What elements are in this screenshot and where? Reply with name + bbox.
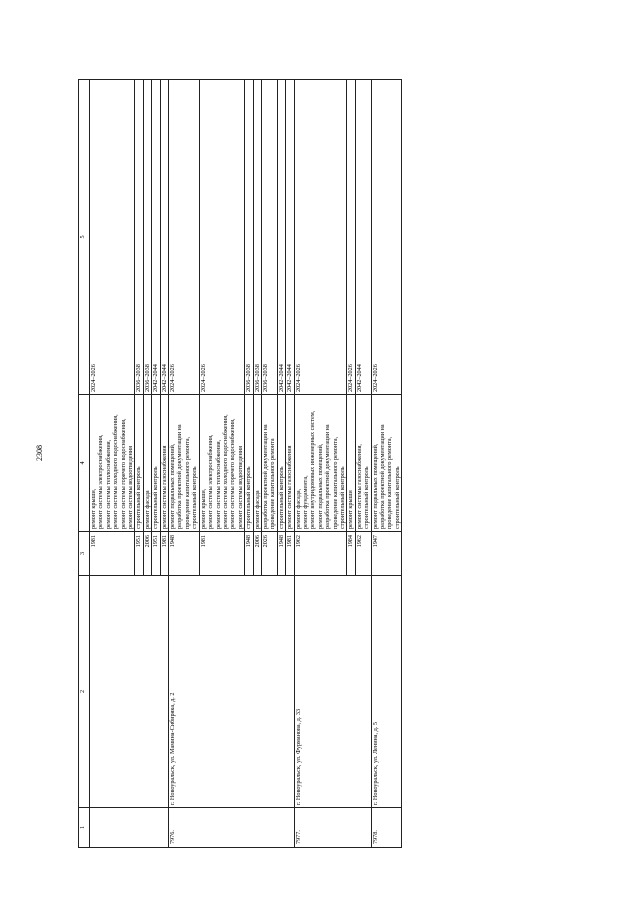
- object-number: [90, 808, 169, 848]
- header-col-3: 3: [79, 532, 90, 576]
- object-address: [90, 576, 169, 808]
- works-cell: [169, 395, 200, 532]
- period-cell: 2024–2026: [294, 80, 347, 395]
- year-cell: 1951: [135, 532, 143, 576]
- year-cell: 2006: [143, 532, 151, 576]
- period-cell: 2024–2026: [169, 80, 200, 395]
- work-item: строительный контроль: [152, 466, 160, 529]
- year-cell: 1981: [286, 532, 294, 576]
- work-item: строительный контроль: [245, 466, 253, 529]
- header-row: [79, 80, 90, 848]
- header-col-2: 2: [79, 576, 90, 808]
- works-cell: [347, 395, 355, 532]
- work-item: ремонт подвальных помещений,: [169, 443, 177, 529]
- work-item: ремонт крыши,: [199, 488, 207, 529]
- year-cell: 2006: [253, 532, 261, 576]
- year-cell: 1948: [277, 532, 285, 576]
- work-item: строительный контроль: [393, 466, 401, 529]
- year-cell: 1981: [160, 532, 168, 576]
- work-item: ремонт фасада: [143, 490, 151, 529]
- work-item: ремонт системы горячего водоснабжения,: [119, 418, 127, 529]
- header-col-5: 5: [79, 80, 90, 395]
- header-col-1: 1: [79, 808, 90, 848]
- work-item: ремонт подвальных помещений,: [316, 443, 324, 529]
- work-item: разработка проектной документации на: [379, 424, 387, 529]
- capital-repair-table: [78, 79, 402, 848]
- work-item: проведение капитального ремонта,: [386, 436, 394, 529]
- works-cell: [90, 395, 135, 532]
- year-cell: 1981: [90, 532, 135, 576]
- work-item: строительный контроль: [191, 466, 199, 529]
- year-cell: 1981: [199, 532, 244, 576]
- work-item: ремонт системы холодного водоснабжения,: [112, 414, 120, 529]
- work-item: строительный контроль: [277, 466, 285, 529]
- period-cell: 2036–2038: [143, 80, 151, 395]
- work-item: проведение капитального ремонта,: [331, 436, 339, 529]
- works-cell: [253, 395, 261, 532]
- period-cell: 2042–2044: [277, 80, 285, 395]
- work-item: ремонт системы горячего водоснабжения,: [229, 418, 237, 529]
- works-cell: [152, 395, 160, 532]
- object-address: г. Новоуральск, ул. Ленина, д. 5: [371, 576, 402, 808]
- work-item: ремонт системы теплоснабжения,: [214, 439, 222, 529]
- work-item: ремонт системы электроснабжения,: [97, 434, 105, 529]
- works-cell: [277, 395, 285, 532]
- period-cell: 2036–2038: [135, 80, 143, 395]
- work-item: ремонт системы водоотведения: [236, 446, 244, 529]
- period-cell: 2042–2044: [286, 80, 294, 395]
- work-item: ремонт системы водоотведения: [127, 446, 135, 529]
- period-cell: 2042–2044: [355, 80, 371, 395]
- work-item: строительный контроль: [135, 466, 143, 529]
- works-cell: [245, 395, 253, 532]
- works-cell: [135, 395, 143, 532]
- year-cell: 1948: [169, 532, 200, 576]
- table-body: [90, 80, 402, 848]
- work-item: разработка проектной документации на: [176, 424, 184, 529]
- work-item: ремонт фасада: [253, 490, 261, 529]
- year-cell: 1947: [371, 532, 402, 576]
- work-item: ремонт подвальных помещений,: [371, 443, 379, 529]
- work-item: ремонт крыши: [347, 490, 355, 529]
- works-cell: [199, 395, 244, 532]
- year-cell: 1962: [294, 532, 347, 576]
- work-item: ремонт системы газоснабжения: [160, 445, 168, 529]
- work-item: строительный контроль: [363, 466, 371, 529]
- period-cell: 2036–2038: [245, 80, 253, 395]
- year-cell: 2026: [261, 532, 277, 576]
- object-address: г. Новоуральск, ул. Фурманова, д. 33: [294, 576, 371, 808]
- year-cell: 1984: [347, 532, 355, 576]
- rotated-table-container: [78, 80, 565, 848]
- table-row: [371, 80, 402, 848]
- works-cell: [371, 395, 402, 532]
- works-cell: [261, 395, 277, 532]
- table-row: [294, 80, 347, 848]
- period-cell: 2024–2026: [371, 80, 402, 395]
- year-cell: 1951: [152, 532, 160, 576]
- year-cell: 1962: [355, 532, 371, 576]
- object-number: 7976.: [169, 808, 295, 848]
- object-address: г. Новоуральск, ул. Мамина-Сибиряка, д. 2: [169, 576, 295, 808]
- works-cell: [143, 395, 151, 532]
- period-cell: 2036–2038: [261, 80, 277, 395]
- work-item: ремонт системы газоснабжения: [286, 445, 294, 529]
- work-item: ремонт фасада,: [294, 488, 302, 529]
- works-cell: [294, 395, 347, 532]
- period-cell: 2036–2038: [253, 80, 261, 395]
- year-cell: 1948: [245, 532, 253, 576]
- works-cell: [160, 395, 168, 532]
- period-cell: 2024–2026: [90, 80, 135, 395]
- object-number: 7977.: [294, 808, 371, 848]
- period-cell: 2042–2044: [160, 80, 168, 395]
- period-cell: 2024–2026: [199, 80, 244, 395]
- works-cell: [355, 395, 371, 532]
- work-item: ремонт системы электроснабжения,: [207, 434, 215, 529]
- header-col-4: 4: [79, 395, 90, 532]
- object-number: 7978.: [371, 808, 402, 848]
- table-row: [90, 80, 135, 848]
- period-cell: 2024–2026: [347, 80, 355, 395]
- period-cell: 2042–2044: [152, 80, 160, 395]
- work-item: ремонт фундамента,: [301, 475, 309, 529]
- work-item: разработка проектной документации на: [261, 424, 269, 529]
- work-item: ремонт системы газоснабжения,: [355, 444, 363, 529]
- work-item: ремонт системы теплоснабжения,: [104, 439, 112, 529]
- work-item: ремонт внутридомовых инженерных систем,: [309, 410, 317, 529]
- work-item: разработка проектной документации на: [324, 424, 332, 529]
- work-item: ремонт системы холодного водоснабжения,: [221, 414, 229, 529]
- table-row: [169, 80, 200, 848]
- work-item: проведение капитального ремонта,: [183, 436, 191, 529]
- work-item: строительный контроль: [339, 466, 346, 529]
- works-cell: [286, 395, 294, 532]
- work-item: ремонт крыши,: [90, 488, 97, 529]
- page-number: 2308: [35, 445, 44, 461]
- work-item: проведение капитального ремонта: [269, 438, 277, 529]
